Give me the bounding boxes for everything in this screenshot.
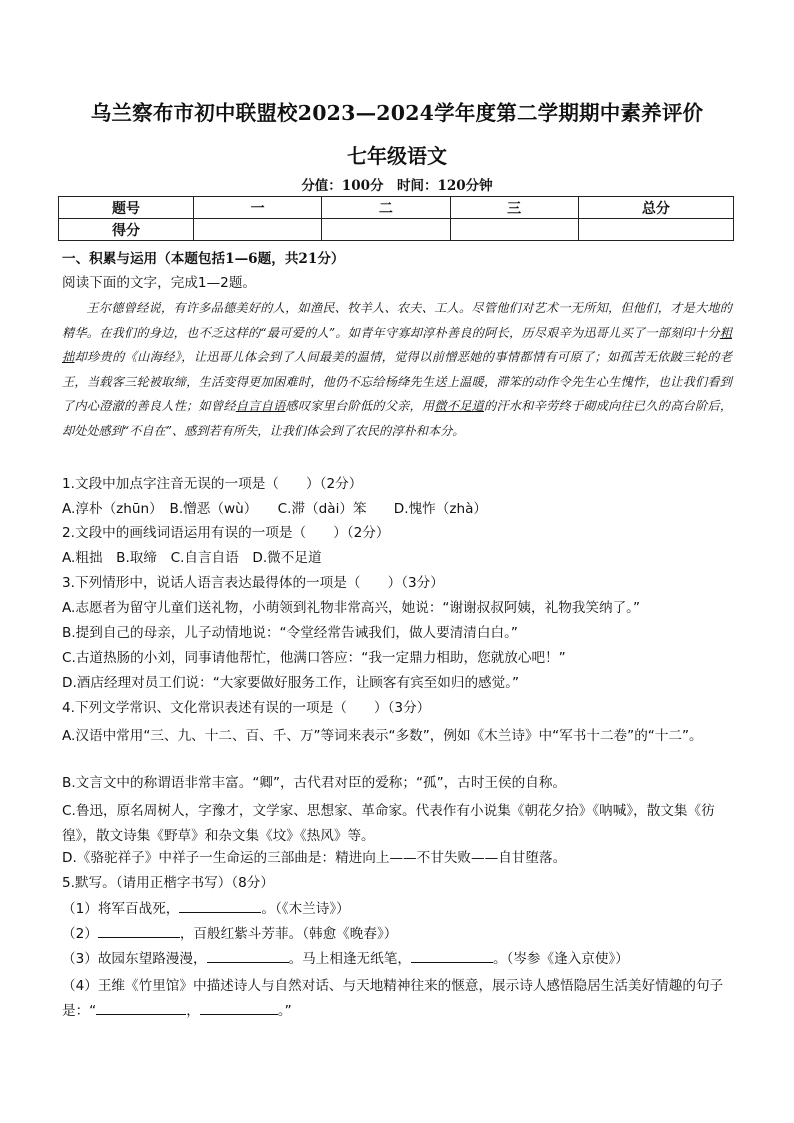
reading-passage — [62, 296, 732, 444]
question-3: 3.下列情形中，说话人语言表达最得体的一项是（ ）（3分） — [62, 575, 444, 591]
passage-text: 感叹家里台阶低的父亲，用 — [285, 399, 435, 414]
dictation-text: ， — [186, 1003, 200, 1019]
question-4: 4.下列文学常识、文化常识表述有误的一项是（ ）（3分） — [62, 700, 431, 716]
score-input-cell[interactable] — [450, 219, 578, 241]
exam-subtitle: 七年级语文 — [347, 144, 447, 168]
score-input-cell[interactable] — [322, 219, 450, 241]
exam-title: 乌兰察布市初中联盟校2023—2024学年度第二学期期中素养评价 — [90, 101, 704, 125]
dictation-text: （2） — [62, 926, 98, 942]
question-2-options: A.粗拙 B.取缔 C.自言自语 D.微不足道 — [62, 550, 322, 566]
dictation-text: （1）将军百战死， — [62, 901, 180, 917]
question-5-item-1 — [62, 899, 742, 918]
answer-blank[interactable] — [98, 924, 180, 938]
table-cell: 得分 — [59, 219, 194, 241]
answer-blank[interactable] — [200, 1001, 278, 1015]
question-4-option-d: D.《骆驼祥子》中祥子一生命运的三部曲是：精进向上——不甘失败——自甘堕落。 — [62, 850, 567, 866]
question-1: 1.文段中加点字注音无误的一项是（ ）（2分） — [62, 476, 363, 492]
underlined-word: 粗拙 — [62, 325, 732, 365]
dictation-text: 。马上相逢无纸笔， — [288, 951, 411, 967]
passage-text: 的汗水和辛劳终于砌成向往已久的高台阶后，却处处感到“不自在”、感到若有所失，让我们体会到了农民的淳朴和本分。 — [62, 399, 733, 438]
score-time-info: 分值：100分 时间：120分钟 — [301, 178, 493, 194]
table-cell: 题号 — [59, 197, 194, 219]
score-table-score-row — [59, 219, 734, 241]
score-input-cell[interactable] — [578, 219, 733, 241]
table-cell: 总分 — [578, 197, 733, 219]
answer-blank[interactable] — [207, 949, 289, 963]
score-table-header-row — [59, 197, 734, 219]
answer-blank[interactable] — [411, 949, 493, 963]
score-table — [58, 196, 734, 241]
table-cell: 三 — [450, 197, 578, 219]
score-input-cell[interactable] — [194, 219, 322, 241]
underlined-word: 微不足道 — [434, 399, 485, 414]
question-3-option-c: C.古道热肠的小刘，同事请他帮忙，他满口答应：“我一定鼎力相助，您就放心吧！” — [62, 650, 566, 666]
answer-blank[interactable] — [96, 1001, 186, 1015]
question-3-option-d: D.酒店经理对员工们说：“大家要做好服务工作，让顾客有宾至如归的感觉。” — [62, 675, 520, 691]
question-3-option-a: A.志愿者为留守儿童们送礼物，小萌领到礼物非常高兴，她说：“谢谢叔叔阿姨，礼物我笑纳了。” — [62, 600, 641, 616]
dictation-text: 。（岑参《逢入京使》） — [492, 951, 629, 967]
dictation-text: ，百般红紫斗芳菲。（韩愈《晚春》） — [179, 926, 398, 942]
dictation-text: （3）故园东望路漫漫， — [62, 951, 207, 967]
question-5: 5.默写。（请用正楷字书写）（8分） — [62, 875, 274, 891]
dictation-text: 。（《木兰诗》） — [261, 901, 350, 917]
passage-text: 王尔德曾经说，有许多品德美好的人，如渔民、牧羊人、农夫、工人。尽管他们对艺术一无所知，但他们，才是大地的精华。在我们的身边，也不乏这样的“最可爱的人”。如青年守寡却淳朴善良的阿长，历尽艰辛为迅哥儿买了一部刻印十分 — [62, 301, 732, 340]
underlined-word: 自言自语 — [235, 399, 286, 414]
table-cell: 一 — [194, 197, 322, 219]
table-cell: 二 — [322, 197, 450, 219]
question-5-item-3 — [62, 949, 742, 968]
answer-blank[interactable] — [179, 899, 261, 913]
dictation-text: （4）王维《竹里馆》中描述诗人与自然对话、与天地精神往来的惬意，展示诗人感悟隐居生活美好情趣的句子是：“ — [62, 978, 724, 1019]
dictation-text: 。” — [277, 1003, 292, 1019]
question-4-option-a: A.汉语中常用“三、九、十二、百、千、万”等词来表示“多数”，例如《木兰诗》中“军书十二卷”的“十二”。 — [62, 728, 703, 744]
question-4-option-c: C.鲁迅，原名周树人，字豫才，文学家、思想家、革命家。代表作有小说集《朝花夕拾》《呐喊》，散文集《彷徨》，散文诗集《野草》和杂文集《坟》《热风》等。 — [62, 803, 715, 844]
section-heading: 一、积累与运用（本题包括1—6题，共21分） — [62, 251, 345, 267]
passage-text: 却珍贵的《山海经》，让迅哥儿体会到了人间最美的温情，觉得以前憎恶她的事情都情有可原了；如孤苦无依跛三轮的老王，当载客三轮被取缔，生活变得更加困难时，他仍不忘给杨绛先生送上温暖，滞笨的动作令先生心生愧怍，也让我们看到了内心澄澈的善良人性；如曾经 — [62, 350, 732, 414]
question-2: 2.文段中的画线词语运用有误的一项是（ ）（2分） — [62, 525, 390, 541]
question-3-option-b: B.提到自己的母亲，儿子动情地说：“令堂经常告诫我们，做人要清清白白。” — [62, 625, 518, 641]
question-4-option-b: B.文言文中的称谓语非常丰富。“卿”，古代君对臣的爱称；“孤”，古时王侯的自称。 — [62, 775, 567, 791]
question-1-options: A.淳朴（zhūn） B.憎恶（wù） C.滞（dài）笨 D.愧怍（zhà） — [62, 501, 488, 517]
question-5-item-4 — [62, 974, 742, 1024]
reading-intro: 阅读下面的文字，完成1—2题。 — [62, 275, 257, 291]
question-5-item-2 — [62, 924, 742, 943]
